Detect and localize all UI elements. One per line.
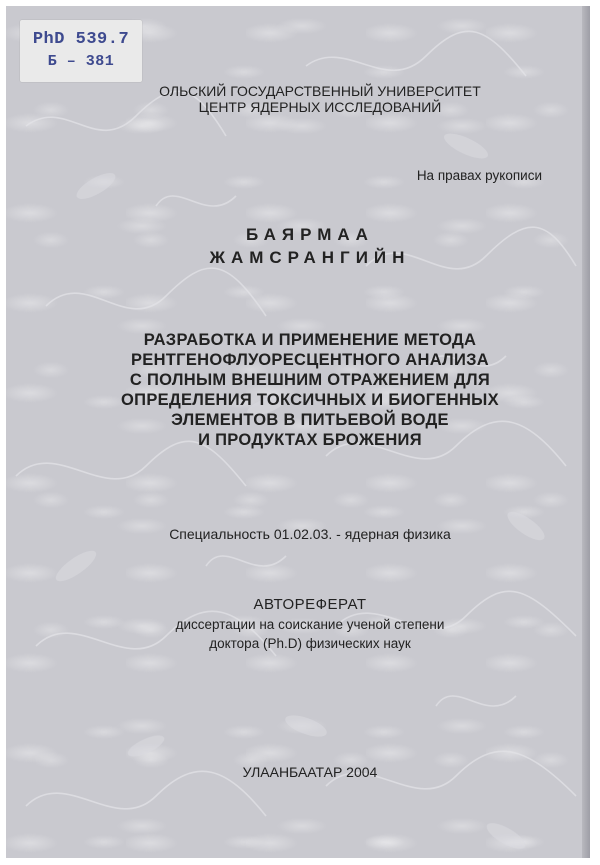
abstract-purpose: диссертации на соискание ученой степени — [175, 617, 445, 632]
author-given-name: БАЯРМАА — [246, 225, 374, 244]
author-family-name: ЖАМСРАНГИЙН — [209, 248, 411, 267]
call-number-line-1: PhD 539.7 — [32, 30, 130, 49]
title-line: ОПРЕДЕЛЕНИЯ ТОКСИЧНЫХ И БИОГЕННЫХ — [121, 391, 499, 409]
abstract-degree: доктора (Ph.D) физических наук — [209, 636, 411, 651]
rights-note: На правах рукописи — [416, 168, 542, 183]
dissertation-title — [10, 330, 600, 450]
call-number-line-2: Б – 381 — [47, 53, 115, 70]
city-and-year: УЛААНБААТАР 2004 — [242, 764, 378, 780]
title-line: РЕНТГЕНОФЛУОРЕСЦЕНТНОГО АНАЛИЗА — [130, 351, 490, 369]
title-line: РАЗРАБОТКА И ПРИМЕНЕНИЕ МЕТОДА — [143, 331, 477, 349]
university-name: ОЛЬСКИЙ ГОСУДАРСТВЕННЫЙ УНИВЕРСИТЕТ — [159, 83, 481, 99]
title-line: С ПОЛНЫМ ВНЕШНИМ ОТРАЖЕНИЕМ ДЛЯ — [129, 371, 491, 389]
research-center-name: ЦЕНТР ЯДЕРНЫХ ИССЛЕДОВАНИЙ — [198, 99, 442, 115]
abstract-heading: АВТОРЕФЕРАТ — [253, 596, 367, 613]
library-call-number-sticker — [20, 20, 142, 82]
specialty: Специальность 01.02.03. - ядерная физика — [169, 526, 451, 542]
title-line: И ПРОДУКТАХ БРОЖЕНИЯ — [198, 431, 422, 449]
title-line: ЭЛЕМЕНТОВ В ПИТЬЕВОЙ ВОДЕ — [171, 411, 449, 429]
